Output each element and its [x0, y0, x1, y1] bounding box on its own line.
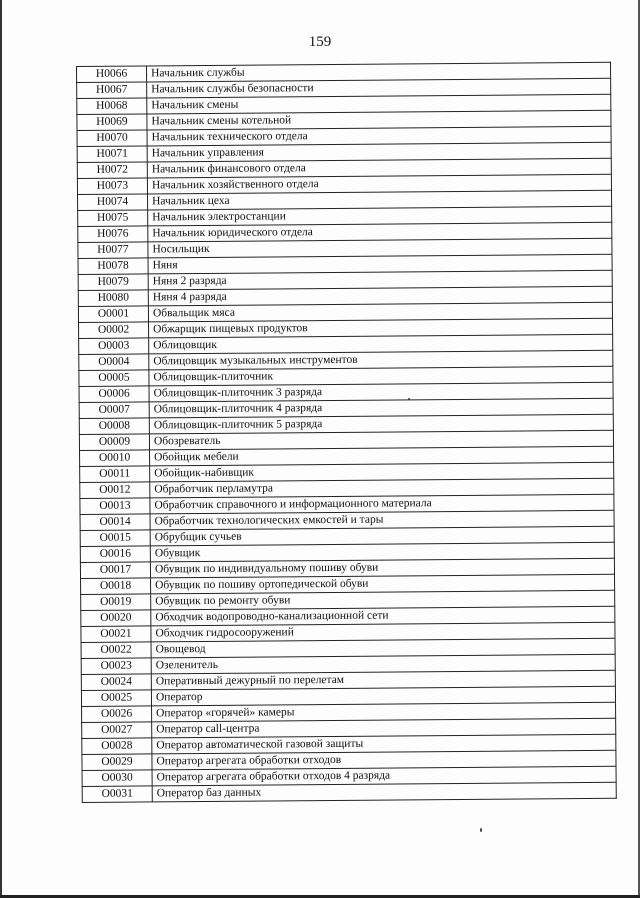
profession-name-cell: Начальник юридического отдела — [148, 222, 612, 242]
profession-code-cell: О0017 — [80, 562, 150, 579]
page-number: 159 — [308, 34, 332, 50]
profession-code-cell: Н0071 — [77, 146, 147, 163]
profession-code-cell: О0003 — [79, 338, 149, 355]
profession-code-cell: О0008 — [79, 418, 149, 435]
profession-code-cell: Н0077 — [78, 242, 148, 259]
profession-name-cell: Оператор агрегата обработки отходов 4 разряда — [152, 766, 616, 786]
profession-code-cell: О0014 — [80, 514, 150, 531]
profession-name-cell: Обжарщик пищевых продуктов — [149, 318, 613, 338]
profession-name-cell: Облицовщик — [149, 334, 613, 354]
profession-name-cell: Начальник электростанции — [148, 206, 612, 226]
profession-name-cell: Начальник смены — [147, 94, 611, 114]
profession-name-cell: Обойщик-набивщик — [150, 462, 614, 482]
profession-code-cell: Н0068 — [77, 98, 147, 115]
profession-code-cell: О0007 — [79, 402, 149, 419]
profession-code-cell: О0012 — [80, 482, 150, 499]
profession-name-cell: Оператор «горячей» камеры — [152, 702, 616, 722]
profession-name-cell: Обходчик гидросооружений — [151, 622, 615, 642]
profession-code-cell: Н0072 — [77, 162, 147, 179]
profession-code-cell: О0022 — [81, 642, 151, 659]
profession-name-cell: Начальник службы безопасности — [147, 78, 611, 98]
table-body — [77, 62, 617, 802]
scan-speck — [480, 828, 482, 832]
profession-code-cell: Н0074 — [78, 194, 148, 211]
profession-code-cell: О0023 — [81, 658, 151, 675]
profession-code-cell: О0002 — [79, 322, 149, 339]
profession-code-cell: Н0069 — [77, 114, 147, 131]
profession-name-cell: Начальник службы — [147, 62, 611, 82]
profession-code-table — [76, 62, 617, 803]
profession-code-cell: Н0078 — [78, 258, 148, 275]
profession-name-cell: Няня — [148, 254, 612, 274]
profession-code-cell: О0025 — [81, 690, 151, 707]
profession-name-cell: Няня 2 разряда — [148, 270, 612, 290]
profession-name-cell: Начальник цеха — [148, 190, 612, 210]
profession-name-cell: Оператор агрегата обработки отходов — [152, 750, 616, 770]
profession-code-cell: О0015 — [80, 530, 150, 547]
profession-name-cell: Обувщик по пошиву ортопедической обуви — [151, 574, 615, 594]
profession-name-cell: Обвальщик мяса — [148, 302, 612, 322]
profession-code-cell: О0026 — [82, 706, 152, 723]
profession-code-cell: Н0073 — [77, 178, 147, 195]
profession-name-cell: Начальник технического отдела — [147, 126, 611, 146]
profession-name-cell: Оператор баз данных — [152, 782, 616, 802]
profession-name-cell: Обходчик водопроводно-канализационной сети — [151, 606, 615, 626]
profession-code-cell: О0011 — [80, 466, 150, 483]
profession-code-cell: О0024 — [81, 674, 151, 691]
profession-name-cell: Обработчик технологических емкостей и тары — [150, 510, 614, 530]
profession-code-cell: О0031 — [82, 786, 152, 803]
profession-code-cell: О0004 — [79, 354, 149, 371]
profession-code-cell: Н0066 — [77, 66, 147, 83]
profession-name-cell: Оператор автоматической газовой защиты — [152, 734, 616, 754]
profession-name-cell: Оператор call-центра — [152, 718, 616, 738]
profession-code-cell: О0019 — [81, 594, 151, 611]
profession-name-cell: Озеленитель — [151, 654, 615, 674]
profession-code-cell: Н0070 — [77, 130, 147, 147]
profession-code-cell: О0020 — [81, 610, 151, 627]
profession-name-cell: Обойщик мебели — [150, 446, 614, 466]
profession-code-cell: О0028 — [82, 738, 152, 755]
profession-name-cell: Облицовщик-плиточник 3 разряда — [149, 382, 613, 402]
profession-name-cell: Обработчик справочного и информационного материала — [150, 494, 614, 514]
profession-name-cell: Начальник управления — [147, 142, 611, 162]
profession-name-cell: Обувщик по ремонту обуви — [151, 590, 615, 610]
profession-name-cell: Обрубщик сучьев — [150, 526, 614, 546]
profession-code-cell: Н0067 — [77, 82, 147, 99]
profession-name-cell: Облицовщик-плиточник 4 разряда — [149, 398, 613, 418]
profession-code-cell: О0030 — [82, 770, 152, 787]
profession-name-cell: Оперативный дежурный по перелетам — [151, 670, 615, 690]
profession-table-wrapper — [76, 62, 616, 803]
profession-code-cell: О0016 — [80, 546, 150, 563]
profession-code-cell: Н0076 — [78, 226, 148, 243]
profession-name-cell: Овощевод — [151, 638, 615, 658]
scan-edge-left — [0, 0, 2, 898]
profession-name-cell: Начальник смены котельной — [147, 110, 611, 130]
profession-code-cell: Н0075 — [78, 210, 148, 227]
profession-code-cell: Н0080 — [78, 290, 148, 307]
profession-code-cell: О0001 — [78, 306, 148, 323]
profession-name-cell: Обувщик — [150, 542, 614, 562]
profession-code-cell: О0018 — [81, 578, 151, 595]
profession-name-cell: Обработчик перламутра — [150, 478, 614, 498]
profession-code-cell: О0005 — [79, 370, 149, 387]
profession-code-cell: О0029 — [82, 754, 152, 771]
profession-name-cell: Носильщик — [148, 238, 612, 258]
profession-name-cell: Обозреватель — [149, 430, 613, 450]
profession-name-cell: Няня 4 разряда — [148, 286, 612, 306]
profession-name-cell: Обувщик по индивидуальному пошиву обуви — [150, 558, 614, 578]
profession-code-cell: Н0079 — [78, 274, 148, 291]
profession-name-cell: Начальник хозяйственного отдела — [147, 174, 611, 194]
profession-name-cell: Облицовщик-плиточник 5 разряда — [149, 414, 613, 434]
profession-name-cell: Начальник финансового отдела — [147, 158, 611, 178]
profession-name-cell: Облицовщик-плиточник — [149, 366, 613, 386]
profession-code-cell: О0021 — [81, 626, 151, 643]
profession-code-cell: О0009 — [79, 434, 149, 451]
profession-name-cell: Облицовщик музыкальных инструментов — [149, 350, 613, 370]
profession-code-cell: О0013 — [80, 498, 150, 515]
profession-code-cell: О0006 — [79, 386, 149, 403]
profession-code-cell: О0027 — [82, 722, 152, 739]
profession-code-cell: О0010 — [80, 450, 150, 467]
profession-name-cell: Оператор — [151, 686, 615, 706]
